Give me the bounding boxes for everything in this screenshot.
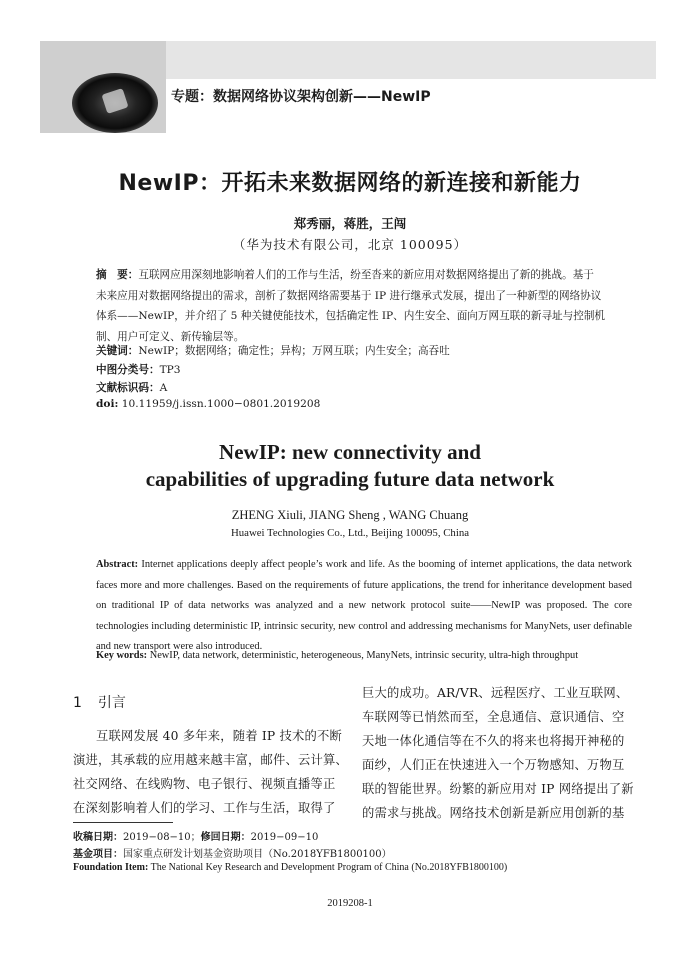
- footnote-fund-cn: 基金项目：国家重点研发计划基金资助项目（No.2018YFB1800100）: [73, 849, 392, 860]
- body-text-line: 车联网等已悄然而至，全息通信、意识通信、空: [362, 710, 625, 724]
- abstract-cn-line: 体系——NewIP，并介绍了 5 种关键使能技术，包括确定性 IP、内生安全、面向万网互联的新寻址与控制机: [96, 310, 606, 322]
- keywords-en: Key words: NewIP, data network, deterministic, heterogeneous, ManyNets, intrinsic security, ultra-high throughput: [96, 650, 579, 661]
- abstract-cn-line: 制、用户可定义、新传输层等。: [96, 330, 245, 343]
- body-text-line: 面纱，人们正在快速进入一个万物感知、万物互: [362, 758, 625, 772]
- footnote-fund-en: Foundation Item: The National Key Research and Development Program of China (No.2018YFB1800100): [73, 862, 508, 873]
- body-text-line: 在深刻影响着人们的学习、工作与生活，取得了: [73, 801, 336, 815]
- page-number: 2019208-1: [327, 898, 373, 909]
- body-text-line: 天地一体化通信等在不久的将来也将揭开神秘的: [362, 734, 625, 748]
- affiliation-en: Huawei Technologies Co., Ltd., Beijing 100095, China: [230, 527, 470, 539]
- footnote-rule: [73, 822, 173, 823]
- keywords-cn: 关键词：NewIP；数据网络；确定性；异构；万网互联；内生安全；高吞吐: [96, 345, 450, 357]
- section-heading: 1 引言: [73, 695, 126, 711]
- body-text-line: 的需求与挑战。网络技术创新是新应用创新的基: [362, 806, 625, 820]
- abstract-cn-line: 摘 要：互联网应用深刻地影响着人们的工作与生活，纷至沓来的新应用对数据网络提出了新的挑战。基于: [96, 269, 594, 281]
- paper-title-en: [0, 439, 700, 493]
- abstract-en-label: Abstract:: [96, 559, 139, 570]
- body-text-line: 演进，其承载的应用越来越丰富，邮件、云计算、: [73, 753, 348, 767]
- body-text-line: 互联网发展 40 多年来，随着 IP 技术的不断: [96, 729, 342, 743]
- abstract-cn-line: 未来应用对数据网络提出的需求，剖析了数据网络需要基于 IP 进行继承式发展，提出了一种新型的网络协议: [96, 289, 602, 302]
- authors-cn: 郑秀丽，蒋胜，王闯: [293, 216, 407, 231]
- affiliation-cn: （华为技术有限公司，北京 100095）: [232, 237, 468, 252]
- authors-en: ZHENG Xiuli, JIANG Sheng , WANG Chuang: [231, 508, 469, 522]
- paper-title-en-line2: capabilities of upgrading future data network: [145, 467, 555, 491]
- paper-title-cn: NewIP：开拓未来数据网络的新连接和新能力: [118, 171, 582, 196]
- header-logo-image: [72, 73, 158, 133]
- abstract-cn: [96, 265, 630, 347]
- body-text-line: 巨大的成功。AR/VR、远程医疗、工业互联网、: [362, 686, 629, 700]
- body-text-line: 联的智能世界。纷繁的新应用对 IP 网络提出了新: [362, 782, 634, 796]
- clc-number: 中图分类号：TP3: [96, 364, 181, 376]
- document-code: 文献标识码：A: [96, 382, 168, 394]
- footnote-dates: 收稿日期：2019−08−10；修回日期：2019−09−10: [73, 832, 319, 843]
- paper-title-en-line1: NewIP: new connectivity and: [219, 440, 481, 464]
- abstract-en: [96, 555, 632, 658]
- doi: doi: 10.11959/j.issn.1000−0801.2019208: [96, 398, 321, 410]
- abstract-cn-label: 摘 要：: [96, 269, 139, 281]
- abstract-en-text: Internet applications deeply affect people’s work and life. As the booming of internet applications, the data network faces more and more challenges. Based on the requirements of future applications, the trend for inheritance development based on traditional IP of data networks was analyzed and a new network protocol suite——NewIP was proposed. The core technologies including deterministic IP, intrinsic security, new control and addressing mechanisms for ManyNets, user definable and new transport were also introduced.: [96, 559, 632, 653]
- body-text-line: 社交网络、在线购物、电子银行、视频直播等正: [73, 777, 336, 791]
- topic-title: 专题：数据网络协议架构创新——NewIP: [171, 89, 431, 105]
